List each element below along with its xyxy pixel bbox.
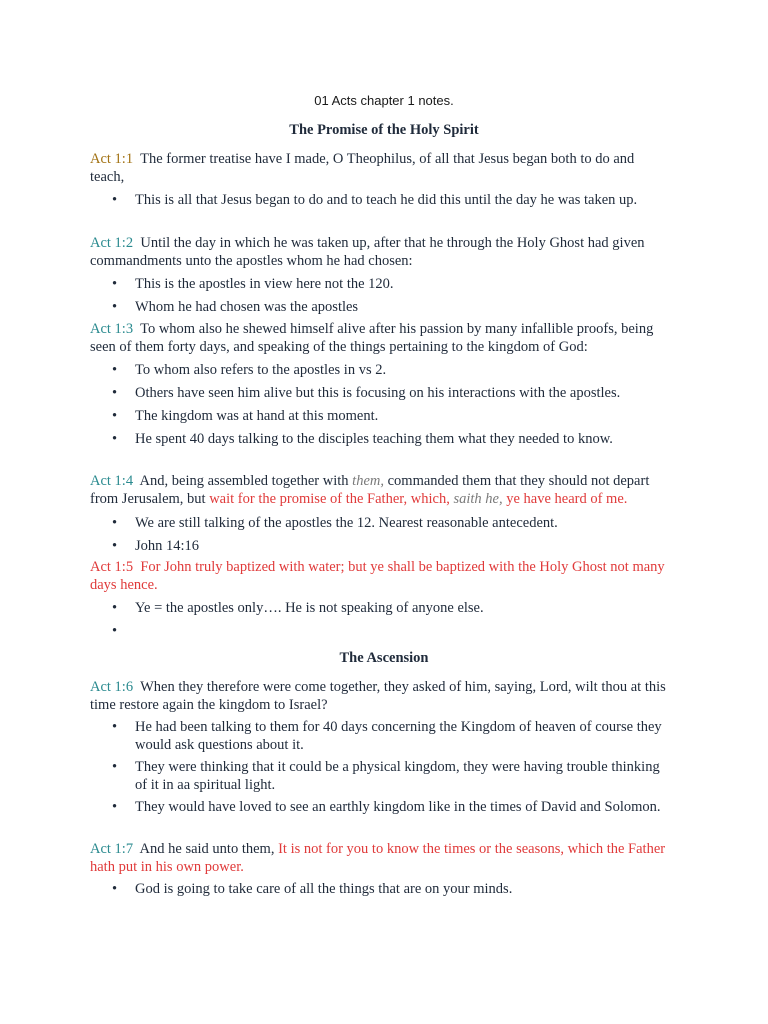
verse-ref: Act 1:5: [90, 559, 134, 575]
section-heading-promise: The Promise of the Holy Spirit: [289, 122, 479, 138]
verse-text-part: commanded them that they should not depart from Jerusalem, but: [90, 473, 650, 507]
list-item: • We are still talking of the apostles the 12. Nearest reasonable antecedent.: [110, 514, 670, 532]
verse-act-1-1: [90, 150, 670, 186]
verse-act-1-7: [90, 840, 670, 876]
verse-act-1-5: [90, 558, 670, 594]
verse-text-red: It is not for you to know the times or the seasons, which the Father hath put in his own power.: [90, 841, 666, 875]
verse-text: Until the day in which he was taken up, after that he through the Holy Ghost had given commandments unto the apostles whom he had chosen:: [90, 235, 645, 269]
verse-ref: Act 1:3: [90, 321, 134, 337]
list-item: • John 14:16: [110, 537, 670, 555]
verse-text: For John truly baptized with water; but ye shall be baptized with the Holy Ghost not many days hence.: [90, 559, 665, 593]
verse-text-red: ye have heard of me.: [506, 491, 628, 507]
notes-list-1-5: [110, 599, 670, 640]
notes-list-1-2: [110, 275, 670, 316]
verse-act-1-3: [90, 320, 670, 356]
list-item: • To whom also refers to the apostles in vs 2.: [110, 361, 670, 379]
verse-ref: Act 1:4: [90, 473, 134, 489]
verse-act-1-6: [90, 678, 670, 714]
verse-text-italic: saith he,: [453, 491, 503, 507]
verse-text-italic: them,: [352, 473, 384, 489]
list-item: • They would have loved to see an earthly kingdom like in the times of David and Solomon.: [110, 798, 670, 816]
verse-text: When they therefore were come together, they asked of him, saying, Lord, wilt thou at this time restore again the kingdom to Israel?: [90, 679, 666, 713]
list-item: • This is the apostles in view here not the 120.: [110, 275, 670, 293]
document-title: 01 Acts chapter 1 notes.: [314, 93, 454, 108]
list-item: • Others have seen him alive but this is focusing on his interactions with the apostles.: [110, 384, 670, 402]
verse-act-1-2: [90, 234, 670, 270]
list-item-empty: [110, 622, 670, 640]
verse-text-part: And, being assembled together with: [139, 473, 349, 489]
verse-ref: Act 1:7: [90, 841, 134, 857]
list-item: • This is all that Jesus began to do and to teach he did this until the day he was taken up.: [110, 191, 670, 209]
verse-text: The former treatise have I made, O Theophilus, of all that Jesus began both to do and teach,: [90, 151, 635, 185]
verse-text: To whom also he shewed himself alive after his passion by many infallible proofs, being seen of them forty days, and speaking of the things pertaining to the kingdom of God:: [90, 321, 654, 355]
verse-ref: Act 1:1: [90, 151, 134, 167]
list-item: • Whom he had chosen was the apostles: [110, 298, 670, 316]
list-item: • Ye = the apostles only…. He is not speaking of anyone else.: [110, 599, 670, 617]
verse-ref: Act 1:6: [90, 679, 134, 695]
section-heading-ascension: The Ascension: [339, 650, 429, 666]
notes-list-1-6: [110, 718, 670, 816]
notes-list-1-1: [110, 191, 670, 209]
verse-text-red: wait for the promise of the Father, which,: [209, 491, 450, 507]
list-item: • The kingdom was at hand at this moment.: [110, 407, 670, 425]
list-item: • He spent 40 days talking to the disciples teaching them what they needed to know.: [110, 430, 670, 448]
notes-list-1-7: [110, 880, 670, 898]
verse-text-part: And he said unto them,: [139, 841, 275, 857]
list-item: • He had been talking to them for 40 days concerning the Kingdom of heaven of course they would ask questions about it.: [110, 718, 670, 754]
verse-ref: Act 1:2: [90, 235, 134, 251]
verse-act-1-4: [90, 472, 670, 508]
notes-list-1-4: [110, 514, 670, 555]
list-item: • They were thinking that it could be a physical kingdom, they were having trouble thinking of it in aa spiritual light.: [110, 758, 670, 794]
notes-list-1-3: [110, 361, 670, 448]
list-item: • God is going to take care of all the things that are on your minds.: [110, 880, 670, 898]
